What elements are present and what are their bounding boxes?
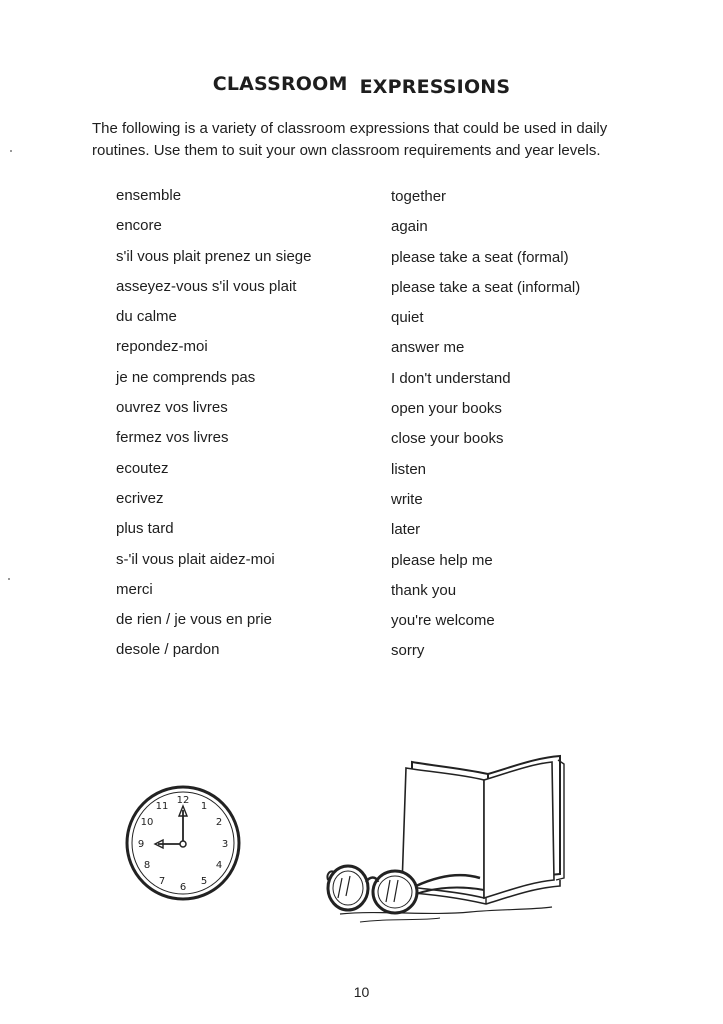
french-expression: ecoutez xyxy=(116,459,169,477)
open-book-icon xyxy=(320,752,565,927)
french-expression: ensemble xyxy=(116,187,182,204)
clock-numeral: 12 xyxy=(176,795,190,806)
title-word-expressions: EXPRESSIONS xyxy=(359,76,511,98)
french-expression: ecrivez xyxy=(116,489,164,507)
english-translation: I don't understand xyxy=(391,369,511,387)
english-translation: sorry xyxy=(391,642,425,660)
english-translation: quiet xyxy=(391,309,424,327)
clock-numeral: 8 xyxy=(143,860,151,871)
scan-speck xyxy=(10,150,12,152)
english-translation: answer me xyxy=(391,339,465,357)
english-translation: please take a seat (informal) xyxy=(391,278,581,296)
expression-row xyxy=(116,217,636,247)
english-translation: thank you xyxy=(391,581,457,599)
clock-numeral: 6 xyxy=(179,882,187,893)
clock-numeral: 7 xyxy=(158,876,166,887)
expression-row xyxy=(116,551,636,581)
intro-paragraph xyxy=(92,118,662,162)
expression-row xyxy=(116,429,636,459)
expression-row xyxy=(116,581,636,611)
french-expression: ouvrez vos livres xyxy=(116,399,228,417)
english-translation: again xyxy=(391,218,428,236)
title-word-classroom: CLASSROOM xyxy=(212,73,348,95)
french-expression: fermez vos livres xyxy=(116,429,229,447)
english-translation: write xyxy=(391,490,423,508)
intro-line: routines. Use them to suit your own classroom requirements and year levels. xyxy=(92,142,601,159)
french-expression: je ne comprends pas xyxy=(116,368,256,386)
english-translation: open your books xyxy=(391,400,502,418)
french-expression: du calme xyxy=(116,308,177,326)
intro-line: The following is a variety of classroom expressions that could be used in daily xyxy=(92,120,608,137)
french-expression: de rien / je vous en prie xyxy=(116,611,272,629)
french-expression: s'il vous plait prenez un siege xyxy=(116,247,312,265)
english-translation: later xyxy=(391,521,421,539)
clock-numeral: 4 xyxy=(215,860,223,871)
expression-list xyxy=(116,187,636,672)
expression-row xyxy=(116,187,636,217)
french-expression: merci xyxy=(116,580,153,598)
expression-row xyxy=(116,248,636,278)
clock-numeral: 10 xyxy=(140,817,154,828)
expression-row xyxy=(116,490,636,520)
clock-numeral: 3 xyxy=(221,839,229,850)
expression-row xyxy=(116,278,636,308)
expression-row xyxy=(116,369,636,399)
clock-numeral: 2 xyxy=(215,817,223,828)
english-translation: you're welcome xyxy=(391,612,495,630)
clock-numeral: 11 xyxy=(155,801,169,812)
page-title xyxy=(0,73,723,98)
scan-speck xyxy=(8,578,10,580)
english-translation: please help me xyxy=(391,551,493,569)
expression-row xyxy=(116,399,636,429)
french-expression: repondez-moi xyxy=(116,338,208,356)
expression-row xyxy=(116,611,636,641)
english-translation: please take a seat (formal) xyxy=(391,248,569,266)
clock-icon xyxy=(118,778,248,908)
french-expression: plus tard xyxy=(116,520,174,538)
clock-numeral: 5 xyxy=(200,876,208,887)
english-translation: listen xyxy=(391,460,427,478)
english-translation: together xyxy=(391,188,447,205)
english-translation: close your books xyxy=(391,430,504,448)
expression-row xyxy=(116,641,636,671)
clock-numeral: 1 xyxy=(200,801,208,812)
page-number: 10 xyxy=(353,984,370,1000)
french-expression: encore xyxy=(116,217,162,235)
expression-row xyxy=(116,460,636,490)
expression-row xyxy=(116,308,636,338)
clock-numeral: 9 xyxy=(137,839,145,850)
french-expression: s-'il vous plait aidez-moi xyxy=(116,550,275,568)
french-expression: desole / pardon xyxy=(116,641,220,659)
expression-row xyxy=(116,338,636,368)
french-expression: asseyez-vous s'il vous plait xyxy=(116,277,297,295)
expression-row xyxy=(116,520,636,550)
